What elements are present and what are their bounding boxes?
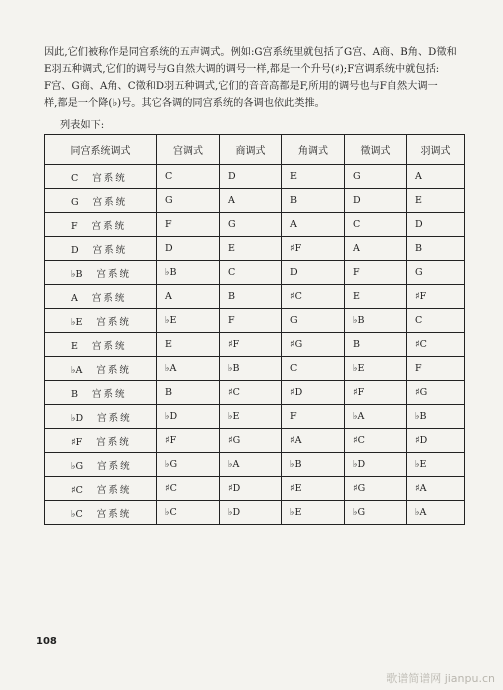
table-row bbox=[45, 285, 465, 309]
mode-cell: ♭E bbox=[220, 405, 282, 429]
system-label: 宫系统 bbox=[96, 484, 132, 496]
system-cell bbox=[45, 357, 157, 381]
table-row bbox=[45, 357, 465, 381]
table-row bbox=[45, 477, 465, 501]
mode-cell: A bbox=[157, 285, 220, 309]
paragraph-line: 因此,它们被称作是同宫系统的五声调式。例如:G宫系统里就包括了G宫、A商、B角、D徵和 bbox=[44, 47, 457, 58]
mode-cell: ♭B bbox=[220, 357, 282, 381]
mode-cell: G bbox=[345, 165, 407, 189]
mode-cell: ♯E bbox=[282, 477, 345, 501]
mode-cell: E bbox=[345, 285, 407, 309]
system-label: 宫系统 bbox=[91, 292, 127, 304]
mode-cell: A bbox=[220, 189, 282, 213]
mode-cell: B bbox=[157, 381, 220, 405]
mode-cell: A bbox=[345, 237, 407, 261]
mode-cell: ♭B bbox=[157, 261, 220, 285]
mode-cell: F bbox=[345, 261, 407, 285]
system-cell bbox=[45, 405, 157, 429]
mode-cell: ♭A bbox=[407, 501, 465, 525]
system-tonic: E bbox=[71, 340, 78, 352]
system-tonic: ♭A bbox=[71, 364, 83, 376]
mode-cell: ♯G bbox=[220, 429, 282, 453]
system-label: 宫系统 bbox=[96, 316, 131, 328]
paragraph-line: F宫、G商、A角、C徵和D羽五种调式,它们的音音高都是F,所用的调号也与F自然大调一 bbox=[44, 81, 438, 92]
mode-cell: F bbox=[282, 405, 345, 429]
mode-cell: ♯C bbox=[157, 477, 220, 501]
table-row bbox=[45, 381, 465, 405]
mode-cell: C bbox=[345, 213, 407, 237]
system-tonic: ♭D bbox=[71, 412, 84, 424]
system-cell bbox=[45, 477, 157, 501]
system-label: 宫系统 bbox=[92, 244, 128, 256]
header-cell: 徵调式 bbox=[345, 135, 407, 165]
system-cell bbox=[45, 261, 157, 285]
table-row bbox=[45, 213, 465, 237]
system-tonic: B bbox=[71, 388, 78, 400]
mode-cell: ♯C bbox=[407, 333, 465, 357]
system-cell bbox=[45, 189, 157, 213]
mode-cell: A bbox=[282, 213, 345, 237]
system-tonic: C bbox=[71, 172, 79, 184]
mode-cell: B bbox=[407, 237, 465, 261]
mode-cell: ♯F bbox=[157, 429, 220, 453]
mode-cell: ♭B bbox=[407, 405, 465, 429]
system-label: 宫系统 bbox=[96, 508, 132, 520]
mode-cell: ♯D bbox=[282, 381, 345, 405]
system-label: 宫系统 bbox=[96, 436, 131, 448]
system-tonic: G bbox=[71, 196, 79, 208]
mode-cell: C bbox=[282, 357, 345, 381]
system-cell bbox=[45, 429, 157, 453]
mode-cell: E bbox=[407, 189, 465, 213]
mode-cell: ♯F bbox=[345, 381, 407, 405]
system-cell bbox=[45, 237, 157, 261]
mode-cell: A bbox=[407, 165, 465, 189]
mode-cell: D bbox=[157, 237, 220, 261]
system-cell bbox=[45, 501, 157, 525]
mode-cell: D bbox=[407, 213, 465, 237]
paragraph-line: E羽五种调式,它们的调号与G自然大调的调号一样,都是一个升号(♯);F宫调系统中就包括: bbox=[44, 64, 440, 75]
mode-cell: F bbox=[407, 357, 465, 381]
mode-cell: F bbox=[220, 309, 282, 333]
mode-cell: C bbox=[157, 165, 220, 189]
mode-cell: B bbox=[345, 333, 407, 357]
header-cell: 羽调式 bbox=[407, 135, 465, 165]
table-row bbox=[45, 501, 465, 525]
mode-cell: ♯A bbox=[282, 429, 345, 453]
mode-cell: E bbox=[157, 333, 220, 357]
body-paragraph bbox=[44, 44, 464, 112]
mode-cell: ♭B bbox=[282, 453, 345, 477]
mode-cell: B bbox=[282, 189, 345, 213]
system-label: 宫系统 bbox=[96, 364, 131, 376]
table-row bbox=[45, 237, 465, 261]
mode-cell: ♭E bbox=[157, 309, 220, 333]
mode-cell: ♭B bbox=[345, 309, 407, 333]
mode-cell: ♭D bbox=[220, 501, 282, 525]
mode-cell: C bbox=[220, 261, 282, 285]
system-tonic: ♭C bbox=[71, 508, 83, 520]
table-intro: 列表如下: bbox=[60, 120, 105, 131]
system-cell bbox=[45, 285, 157, 309]
table-row bbox=[45, 165, 465, 189]
mode-cell: ♯F bbox=[220, 333, 282, 357]
page-number: 108 bbox=[36, 636, 57, 647]
mode-cell: ♯C bbox=[282, 285, 345, 309]
mode-cell: ♭E bbox=[345, 357, 407, 381]
system-cell bbox=[45, 165, 157, 189]
system-label: 宫系统 bbox=[92, 172, 127, 184]
mode-cell: ♯C bbox=[345, 429, 407, 453]
mode-cell: D bbox=[345, 189, 407, 213]
mode-cell: E bbox=[282, 165, 345, 189]
mode-cell: ♯G bbox=[407, 381, 465, 405]
table-row bbox=[45, 189, 465, 213]
header-cell: 同宫系统调式 bbox=[45, 135, 157, 165]
system-label: 宫系统 bbox=[96, 268, 131, 280]
system-label: 宫系统 bbox=[91, 340, 127, 352]
mode-cell: ♯G bbox=[282, 333, 345, 357]
mode-cell: ♯D bbox=[407, 429, 465, 453]
table-row bbox=[45, 309, 465, 333]
mode-cell: ♯D bbox=[220, 477, 282, 501]
header-cell: 角调式 bbox=[282, 135, 345, 165]
mode-cell: G bbox=[282, 309, 345, 333]
mode-cell: ♯G bbox=[345, 477, 407, 501]
system-label: 宫系统 bbox=[91, 388, 127, 400]
system-cell bbox=[45, 381, 157, 405]
system-label: 宫系统 bbox=[92, 196, 128, 208]
system-label: 宫系统 bbox=[97, 412, 132, 424]
mode-cell: ♭G bbox=[345, 501, 407, 525]
system-tonic: F bbox=[71, 220, 78, 232]
mode-cell: B bbox=[220, 285, 282, 309]
mode-cell: ♭E bbox=[407, 453, 465, 477]
mode-cell: E bbox=[220, 237, 282, 261]
mode-cell: ♭E bbox=[282, 501, 345, 525]
system-label: 宫系统 bbox=[97, 460, 132, 472]
system-tonic: ♭E bbox=[71, 316, 83, 328]
table-row bbox=[45, 405, 465, 429]
system-tonic: ♯F bbox=[71, 436, 83, 448]
mode-cell: ♭G bbox=[157, 453, 220, 477]
table-header-row bbox=[45, 135, 465, 165]
table-row bbox=[45, 453, 465, 477]
header-cell: 商调式 bbox=[220, 135, 282, 165]
mode-cell: ♯F bbox=[407, 285, 465, 309]
mode-cell: D bbox=[220, 165, 282, 189]
system-tonic: ♭B bbox=[71, 268, 83, 280]
table-row bbox=[45, 333, 465, 357]
mode-cell: ♭D bbox=[157, 405, 220, 429]
mode-cell: ♯F bbox=[282, 237, 345, 261]
table-row bbox=[45, 429, 465, 453]
mode-cell: ♭A bbox=[220, 453, 282, 477]
mode-cell: ♯A bbox=[407, 477, 465, 501]
header-cell: 宫调式 bbox=[157, 135, 220, 165]
system-cell bbox=[45, 453, 157, 477]
mode-cell: C bbox=[407, 309, 465, 333]
system-label: 宫系统 bbox=[91, 220, 127, 232]
mode-cell: G bbox=[157, 189, 220, 213]
mode-cell: G bbox=[407, 261, 465, 285]
mode-cell: G bbox=[220, 213, 282, 237]
mode-table bbox=[44, 134, 465, 525]
mode-cell: ♭C bbox=[157, 501, 220, 525]
mode-cell: ♭D bbox=[345, 453, 407, 477]
system-tonic: ♭G bbox=[71, 460, 84, 472]
system-cell bbox=[45, 213, 157, 237]
mode-cell: ♯C bbox=[220, 381, 282, 405]
watermark: 歌谱简谱网 jianpu.cn bbox=[386, 672, 495, 685]
mode-cell: ♭A bbox=[157, 357, 220, 381]
system-tonic: D bbox=[71, 244, 79, 256]
paragraph-line: 样,都是一个降(♭)号。其它各调的同宫系统的各调也依此类推。 bbox=[44, 98, 325, 109]
system-tonic: A bbox=[71, 292, 78, 304]
system-cell bbox=[45, 333, 157, 357]
mode-cell: D bbox=[282, 261, 345, 285]
mode-cell: ♭A bbox=[345, 405, 407, 429]
system-cell bbox=[45, 309, 157, 333]
mode-cell: F bbox=[157, 213, 220, 237]
table-row bbox=[45, 261, 465, 285]
system-tonic: ♯C bbox=[71, 484, 83, 496]
